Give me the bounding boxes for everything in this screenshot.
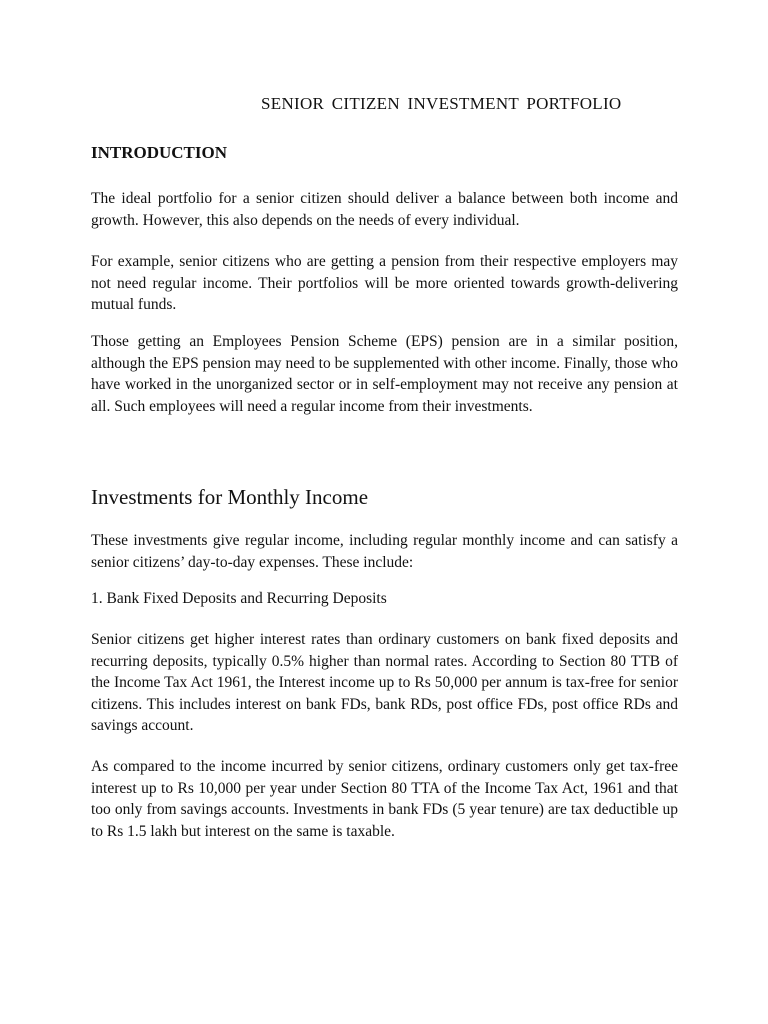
intro-paragraph-2: For example, senior citizens who are getting a pension from their respective employers may not need regular income. Their portfolios will be more oriented towards growth-delivering mutual funds. [91,253,678,313]
list-item-bank-deposits: 1. Bank Fixed Deposits and Recurring Deposits [91,590,387,607]
bank-deposits-paragraph-1: Senior citizens get higher interest rates than ordinary customers on bank fixed deposits and recurring deposits, typically 0.5% higher than normal rates. According to Section 80 TTB of the Income Tax Act 1961, the Interest income up to Rs 50,000 per annum is tax-free for senior citizens. This includes interest on bank FDs, bank RDs, post office FDs, post office RDs and savings account. [91,631,678,734]
document-title: SENIOR CITIZEN INVESTMENT PORTFOLIO [261,94,622,113]
intro-paragraph-1: The ideal portfolio for a senior citizen should deliver a balance between both income and growth. However, this also depends on the needs of every individual. [91,190,678,229]
bank-deposits-paragraph-2: As compared to the income incurred by senior citizens, ordinary customers only get tax-free interest up to Rs 10,000 per year under Section 80 TTA of the Income Tax Act, 1961 and that too only from savings accounts. Investments in bank FDs (5 year tenure) are tax deductible up to Rs 1.5 lakh but interest on the same is taxable. [91,758,678,840]
introduction-heading: INTRODUCTION [91,143,228,162]
intro-paragraph-3: Those getting an Employees Pension Scheme (EPS) pension are in a similar position, although the EPS pension may need to be supplemented with other income. Finally, those who have worked in the unorganized sector or in self-employment may not receive any pension at all. Such employees will need a regular income from their investments. [91,333,678,415]
monthly-income-heading: Investments for Monthly Income [91,485,369,509]
monthly-income-intro: These investments give regular income, including regular monthly income and can satisfy a senior citizens’ day-to-day expenses. These include: [91,532,678,571]
